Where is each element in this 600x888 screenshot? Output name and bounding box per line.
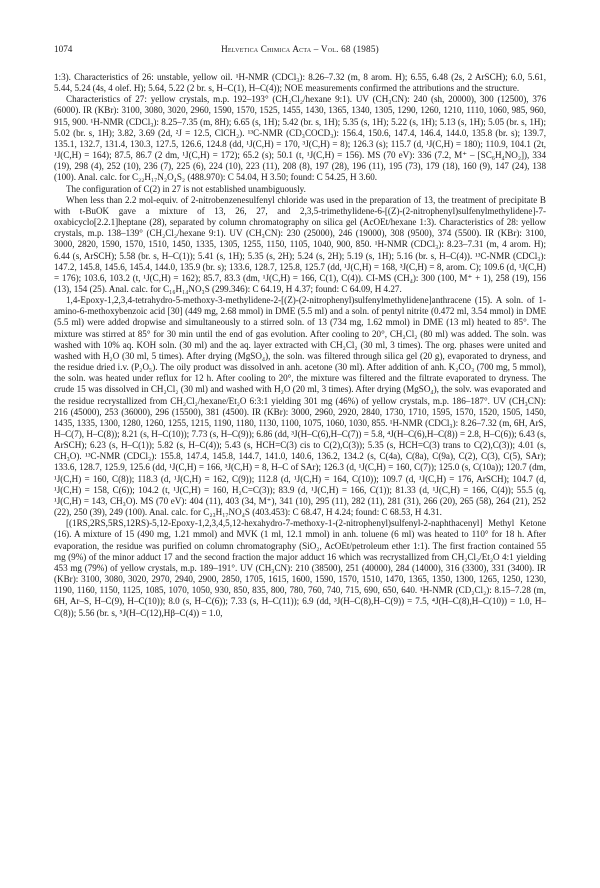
page xyxy=(54,44,546,619)
paragraph-26-characteristics: 1:3). Characteristics of 26: unstable, yellow oil. ¹H-NMR (CDCl₃): 8.26–7.32 (m, 8 arom. H); 6.55, 6.48 (2s, 2 ArSCH); 6.0, 5.61, 5.44, 5.24 (4s, 4 olef. H); 5.64, 5.22 (2 br. s, H–C(1), H–C(4)); NOE measurements confirmed the attributions and the structure. xyxy=(54,72,546,94)
page-number: 1074 xyxy=(54,44,73,54)
article-body xyxy=(54,72,546,619)
paragraph-28-characteristics: When less than 2.2 mol-equiv. of 2-nitrobenzenesulfenyl chloride was used in the preparation of 13, the treatment of precipitate B with t-BuOK gave a mixture of 13, 26, 27, and 2,3,5-trimethylidene-6-[(Z)-(2-nitrophenyl)sulfenylmethylidene]-7-oxabicyclo[2.2.1]heptane (28), separated by column chromatography on silica gel (AcOEt/hexane 1:3). Characteristics of 28: yellow crystals, m.p. 138–139° (CH₂Cl₂/hexane 9:1). UV (CH₃CN): 230 (25000), 246 (19000), 308 (9500), 374 (5500). IR (KBr): 3100, 3000, 2820, 1590, 1570, 1510, 1450, 1335, 1305, 1255, 1150, 1105, 1040, 900, 850. ¹H-NMR (CDCl₃): 8.23–7.31 (m, 4 arom. H); 6.44 (s, ArSCH); 5.58 (br. s, H–C(1)); 5.41 (s, 1H); 5.35 (s, 2H); 5.24 (s, 2H); 5.19 (s, 1H); 5.16 (br. s, H–C(4)). ¹³C-NMR (CDCl₃): 147.2, 145.8, 145.6, 145.4, 144.0, 135.9 (br. s); 133.6, 128.7, 125.8, 125.7 (dd, ¹J(C,H) = 168, ³J(C,H) = 8, arom. C); 109.6 (d, ¹J(C,H) = 176); 103.6, 103.2 (t, ¹J(C,H) = 162); 85.7, 83.3 (dm, ¹J(C,H) = 166, C(1), C(4)). CI-MS (CH₄): 300 (100, M⁺ + 1), 258 (19), 156 (13), 154 (25). Anal. calc. for C₁₆H₁₄NO₃S (299.346): C 64.19, H 4.37; found: C 64.09, H 4.27. xyxy=(54,194,546,294)
paragraph-27-characteristics: Characteristics of 27: yellow crystals, m.p. 192–193° (CH₂Cl₂/hexane 9:1). UV (CH₃CN): 240 (sh, 20000), 300 (12500), 376 (6000). IR (KBr): 3100, 3080, 3020, 2960, 1590, 1570, 1525, 1455, 1430, 1365, 1340, 1305, 1290, 1260, 1210, 1110, 1060, 985, 960, 915, 900. ¹H-NMR (CDCl₃): 8.25–7.35 (m, 8H); 6.65 (s, 1H); 5.42 (br. s, 1H); 5.35 (s, 1H); 5.22 (s, 1H); 5.13 (s, 1H); 5.05 (br. s, 1H); 5.02 (br. s, 1H); 3.82, 3.69 (2d, ²J = 12.5, ClCH₂). ¹³C-NMR (CD₃COCD₃): 156.4, 150.6, 147.4, 146.4, 144.0, 135.8 (br. s); 139.7, 135.1, 132.7, 131.4, 130.3, 127.5, 126.6, 124.8 (dd, ¹J(C,H) = 170, ³J(C,H) = 8); 126.3 (s); 115.7 (d, ¹J(C,H) = 180); 110.9, 104.1 (2t, ¹J(C,H) = 164); 87.5, 86.7 (2 dm, ¹J(C,H) = 172); 65.2 (s); 50.1 (t, ¹J(C,H) = 156). MS (70 eV): 336 (7.2, M⁺ – [SC₆H₄NO₂]), 334 (19), 298 (4), 252 (10), 236 (7), 225 (6), 224 (10), 223 (11), 208 (8), 197 (28), 196 (11), 195 (73), 179 (18), 160 (9), 147 (24), 138 (100). Anal. calc. for C₂₂H₁₇N₂O₄S₂ (488.970): C 54.04, H 3.50; found: C 54.25, H 3.60. xyxy=(54,94,546,183)
paragraph-compound-15: 1,4-Epoxy-1,2,3,4-tetrahydro-5-methoxy-3-methylidene-2-[(Z)-(2-nitrophenyl)sulfenylmethylidene]anthracene (15). A soln. of 1-amino-6-methoxybenzoic acid [30] (449 mg, 2.68 mmol) in DME (5.5 ml) and a soln. of pentyl nitrite (0.472 ml, 3.54 mmol) in DME (5.5 ml) were added dropwise and simultaneously to a stirred soln. of 13 (734 mg, 1.62 mmol) in DME (13 ml) heated to 85°. The mixture was stirred at 85° for 30 min until the end of gas evolution. After cooling to 20°, CH₂Cl₂ (80 ml) was added. The soln. was washed with 10% aq. KOH soln. (30 ml) and the aq. layer extracted with CH₂Cl₂ (30 ml, 3 times). The org. phases were united and washed with H₂O (30 ml, 5 times). After drying (MgSO₄), the soln. was filtered through silica gel (20 g), evaporated to dryness, and the residue dried i.v. (P₂O₅). The oily product was dissolved in anh. acetone (30 ml). After addition of anh. K₂CO₃ (700 mg, 5 mmol), the soln. was heated under reflux for 12 h. After cooling to 20°, the mixture was filtered and the filtrate evaporated to dryness. The crude 15 was dissolved in CH₂Cl₂ (30 ml) and washed with H₂O (20 ml, 3 times). After drying (MgSO₄), the solv. was evaporated and the residue recrystallized from CH₂Cl₂/hexane/Et₂O 6:3:1 yielding 301 mg (46%) of yellow crystals, m.p. 186–187°. UV (CH₃CN): 216 (45000), 253 (36000), 296 (15500), 381 (4500). IR (KBr): 3000, 2960, 2920, 2840, 1730, 1710, 1595, 1570, 1520, 1505, 1450, 1435, 1335, 1300, 1280, 1260, 1255, 1215, 1190, 1180, 1130, 1100, 1075, 1060, 1030, 855. ¹H-NMR (CDCl₃): 8.26–7.32 (m, 6H, ArS, H–C(7), H–C(8)); 8.21 (s, H–C(10)); 7.73 (s, H–C(9)); 6.86 (dd, ³J(H–C(6),H–C(7)) = 5.8, ⁴J(H–C(6),H–C(8)) = 2.8, H–C(6)); 6.43 (s, ArSCH); 6.23 (s, H–C(1)); 5.82 (s, H–C(4)); 5.43 (s, HCH=C(3) cis to C(2),C(3)); 5.35 (s, HCH=C(3) trans to C(2),C(3)); 4.01 (s, CH₃O). ¹³C-NMR (CDCl₃): 155.8, 147.4, 145.8, 144.7, 141.0, 140.6, 136.2, 134.2 (s, C(4a), C(8a), C(9a), C(2), C(3), C(5), SAr); 133.6, 128.7, 125.9, 125.6 (dd, ¹J(C,H) = 166, ³J(C,H) = 8, H–C of SAr); 126.3 (d, ¹J(C,H) = 160, C(7)); 125.0 (s, C(10a)); 120.7 (dm, ¹J(C,H) = 160, C(8)); 118.3 (d, ¹J(C,H) = 162, C(9)); 112.8 (d, ¹J(C,H) = 164, C(10)); 109.7 (d, ¹J(C,H) = 176, ArSCH); 104.7 (d, ¹J(C,H) = 158, C(6)); 104.2 (t, ¹J(C,H) = 160, H₂C=C(3)); 83.9 (d, ¹J(C,H) = 166, C(1)); 81.33 (d, ¹J(C,H) = 166, C(4)); 55.5 (q, ¹J(C,H) = 143, CH₃O). MS (70 eV): 404 (11), 403 (34, M⁺), 341 (10), 295 (11), 282 (11), 281 (31), 266 (20), 265 (58), 264 (21), 252 (22), 250 (39), 249 (100). Anal. calc. for C₂₃H₁₇NO₄S (403.453): C 68.47, H 4.24; found: C 68.53, H 4.31. xyxy=(54,295,546,518)
paragraph-configuration-note: The configuration of C(2) in 27 is not established unambiguously. xyxy=(66,183,306,194)
running-header xyxy=(54,44,546,60)
paragraph-compound-16: [(1RS,2RS,5RS,12RS)-5,12-Epoxy-1,2,3,4,5,12-hexahydro-7-methoxy-1-(2-nitrophenyl)sulfenyl-2-naphthacenyl] Methyl Ketone (16). A mixture of 15 (490 mg, 1.21 mmol) and MVK (1 ml, 12.1 mmol) in anh. toluene (6 ml) was heated to 110° for 18 h. After evaporation, the residue was purified on column chromatography (SiO₂, AcOEt/petroleum ether 1:1). The first fraction contained 55 mg (9%) of the minor adduct 17 and the second fraction the major adduct 16 which was recrystallized from CH₂Cl₂/Et₂O 4:1 yielding 453 mg (79%) of yellow crystals, m.p. 189–191°. UV (CH₃CN): 210 (38500), 251 (40000), 284 (14000), 316 (3300), 331 (3400). IR (KBr): 3100, 3080, 3020, 2970, 2940, 2900, 2850, 1705, 1615, 1600, 1590, 1570, 1510, 1470, 1365, 1350, 1300, 1265, 1250, 1230, 1190, 1160, 1150, 1125, 1085, 1070, 1050, 930, 850, 835, 800, 780, 760, 740, 715, 690, 650, 640. ¹H-NMR (CD₂Cl₂): 8.15–7.28 (m, 6H, Ar–S, H–C(9), H–C(10)); 8.0 (s, H–C(6)); 7.33 (s, H–C(11)); 6.9 (dd, ³J(H–C(8),H–C(9)) = 7.5, ⁴J(H–C(8),H–C(10)) = 1.0, H–C(8)); 5.56 (br. s, ⁵J(H–C(12),Hβ–C(4)) = 1.0, xyxy=(54,518,546,618)
journal-title: Helvetica Chimica Acta – Vol. 68 (1985) xyxy=(221,44,379,54)
